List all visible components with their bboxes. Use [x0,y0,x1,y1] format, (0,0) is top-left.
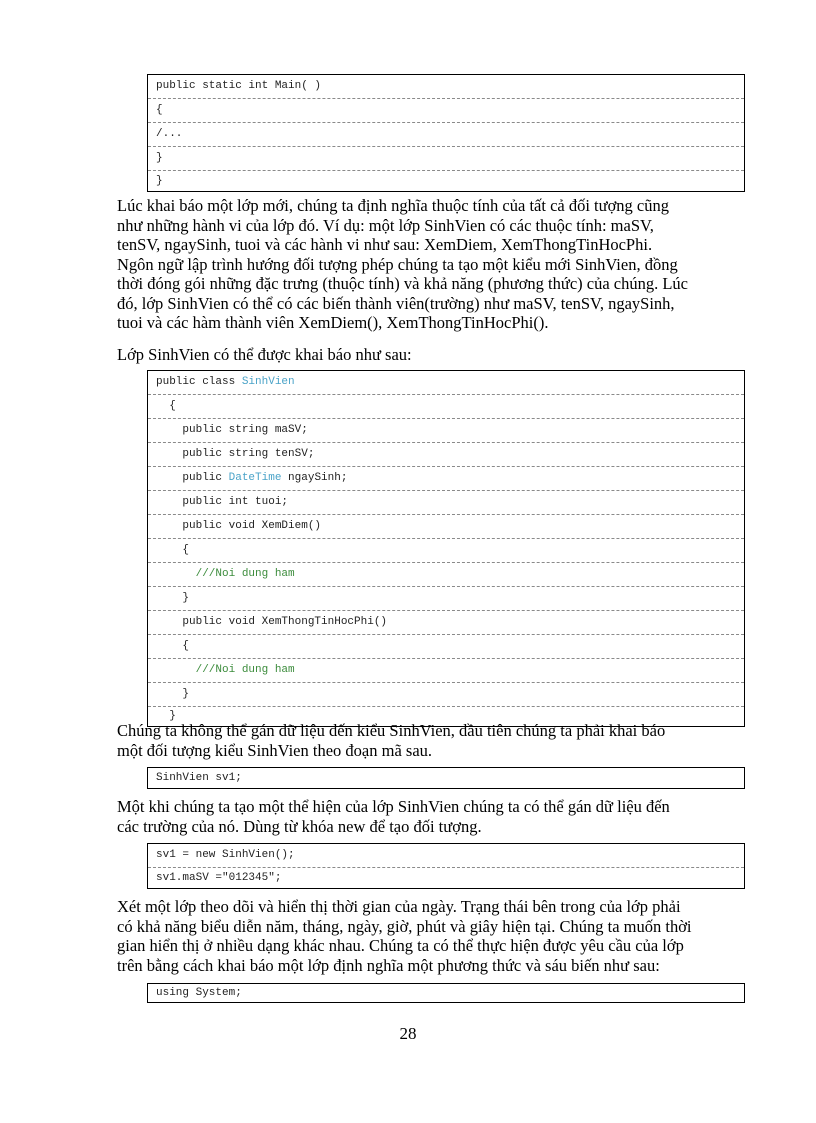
paragraph-object-decl [117,721,717,760]
code-line: { [148,395,744,419]
code-block-decl [147,767,745,789]
code-line: /... [148,123,744,147]
paragraph-class-intro [117,196,717,333]
code-line: { [148,99,744,123]
code-line: using System; [156,987,242,999]
text-line: gian hiển thị ở nhiều dạng khác nhau. Chúng ta có thể thực hiện được yêu cầu của lớp [117,936,684,955]
text-line: Lớp SinhVien có thể được khai báo như sau: [117,345,412,364]
code-line: } [148,147,744,171]
code-line: } [156,175,163,187]
text-line: có khả năng biểu diễn năm, tháng, ngày, giờ, phút và giây hiện tại. Chúng ta muốn thời [117,916,692,936]
code-line: public int tuoi; [148,491,744,515]
page-number: 28 [399,1024,417,1043]
text-line: tenSV, ngaySinh, tuoi và các hành vi như sau: XemDiem, XemThongTinHocPhi. [117,235,653,254]
text-line: thời đóng gói những đặc trưng (thuộc tính) và khả năng (phương thức) của chúng. Lúc [117,274,689,293]
code-line: } [148,587,744,611]
text-line: Chúng ta không thể gán dữ liệu đến kiểu SinhVien, đầu tiên chúng ta phải khai báo [117,721,666,740]
code-line: { [148,539,744,563]
type-name: DateTime [228,472,282,484]
paragraph-time-class [117,897,717,975]
code-line: public DateTime ngaySinh; [148,467,744,491]
code-line: public string maSV; [148,419,744,443]
code-line: sv1.maSV ="012345"; [156,872,282,884]
code-line: sv1 = new SinhVien(); [148,844,744,868]
code-line: public static int Main( ) [148,75,744,99]
code-line: } [156,710,176,722]
text-line: Xét một lớp theo dõi và hiển thị thời gian của ngày. Trạng thái bên trong của lớp phải [117,897,681,916]
code-line: } [148,683,744,707]
code-line: public void XemDiem() [148,515,744,539]
text-line: đó, lớp SinhVien có thể có các biến thành viên(trường) như maSV, tenSV, ngaySinh, [117,293,675,313]
code-block-class [147,370,745,727]
code-line: { [148,635,744,659]
text-line: như những hành vi của lớp đó. Ví dụ: một lớp SinhVien có các thuộc tính: maSV, [117,215,654,235]
paragraph-new-keyword [117,797,717,836]
text-line: Ngôn ngữ lập trình hướng đối tượng phép chúng ta tạo một kiểu mới SinhVien, đồng [117,254,678,274]
text-line: tuoi và các hàm thành viên XemDiem(), XemThongTinHocPhi(). [117,313,549,332]
text-line: Một khi chúng ta tạo một thể hiện của lớp SinhVien chúng ta có thể gán dữ liệu đến [117,797,670,816]
code-comment: ///Noi dung ham [148,659,744,683]
paragraph-class-declare [117,345,717,365]
text-line: trên bằng cách khai báo một lớp định nghĩa một phương thức và sáu biến như sau: [117,955,660,975]
text-line: một đối tượng kiểu SinhVien theo đoạn mã sau. [117,740,433,760]
code-line: public class SinhVien [148,371,744,395]
code-block-using [147,983,745,1003]
code-line: public string tenSV; [148,443,744,467]
text-line: Lúc khai báo một lớp mới, chúng ta định nghĩa thuộc tính của tất cả đối tượng cũng [117,196,670,215]
code-comment: ///Noi dung ham [148,563,744,587]
text-line: các trường của nó. Dùng từ khóa new để tạo đối tượng. [117,816,482,836]
code-line: SinhVien sv1; [156,772,242,784]
code-block-new [147,843,745,889]
code-line: public void XemThongTinHocPhi() [148,611,744,635]
class-name: SinhVien [241,376,295,388]
code-block-main [147,74,745,192]
